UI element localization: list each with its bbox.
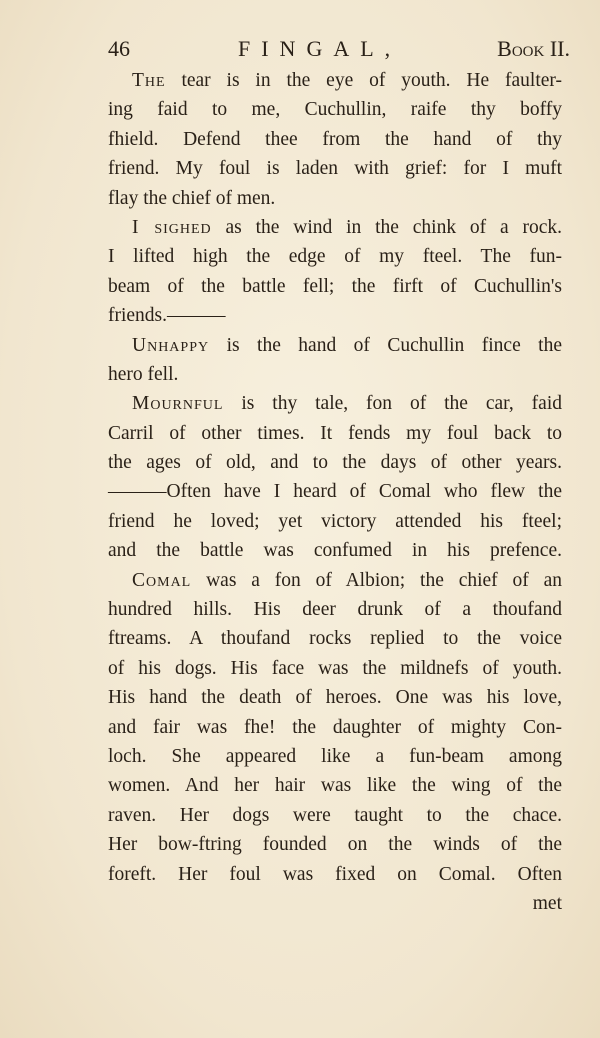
line-text: I lifted high the edge of my fteel. The fun- bbox=[108, 246, 562, 268]
text-line bbox=[108, 683, 562, 712]
line-text: of his dogs. His face was the mildnefs of youth. bbox=[108, 657, 562, 679]
text-line bbox=[108, 272, 562, 301]
line-text: and fair was fhe! the daughter of mighty Con- bbox=[108, 716, 562, 738]
text-line bbox=[108, 830, 562, 859]
text-line bbox=[108, 95, 562, 124]
line-text: and the battle was confumed in his prefence. bbox=[108, 540, 562, 562]
line-text: His hand the death of heroes. One was his love, bbox=[108, 687, 562, 709]
line-text: is thy tale, fon of the car, faid bbox=[223, 393, 562, 415]
line-text: friends.——— bbox=[108, 305, 226, 327]
text-line bbox=[108, 654, 562, 683]
line-text: Carril of other times. It fends my foul back to bbox=[108, 422, 562, 444]
paragraph-lead-word: The bbox=[132, 70, 166, 91]
paragraph-lead-word: Unhappy bbox=[132, 334, 210, 356]
running-head bbox=[108, 34, 570, 64]
page-number: 46 bbox=[108, 36, 130, 61]
book-number: Book II. bbox=[497, 36, 570, 61]
text-line bbox=[108, 771, 562, 800]
paragraph-lead-word: Mournful bbox=[132, 393, 224, 415]
line-text: ftreams. A thoufand rocks replied to the voice bbox=[108, 628, 562, 650]
line-text: beam of the battle fell; the firft of Cuchullin's bbox=[108, 275, 562, 297]
text-line bbox=[108, 860, 562, 889]
line-text: ing faid to me, Cuchullin, raife thy boffy bbox=[108, 99, 562, 121]
paragraph-lead-word: I sighed bbox=[132, 216, 212, 238]
text-line bbox=[108, 595, 562, 624]
line-text: women. And her hair was like the wing of the bbox=[108, 775, 562, 797]
text-line bbox=[108, 213, 562, 242]
text-line bbox=[108, 66, 562, 95]
text-line bbox=[108, 536, 562, 565]
text-line bbox=[108, 242, 562, 271]
line-text: raven. Her dogs were taught to the chace. bbox=[108, 804, 562, 826]
line-text: friend he loved; yet victory attended his fteel; bbox=[108, 510, 562, 532]
line-text: as the wind in the chink of a rock. bbox=[211, 216, 562, 238]
text-line bbox=[108, 389, 562, 418]
line-text: tear is in the eye of youth. He faulter- bbox=[165, 70, 562, 91]
catchword: met bbox=[532, 892, 562, 914]
text-line bbox=[108, 360, 562, 389]
text-line bbox=[108, 419, 562, 448]
line-text: foreft. Her foul was fixed on Comal. Often bbox=[108, 863, 562, 885]
text-line bbox=[108, 742, 562, 771]
paragraph-lead-word: Comal bbox=[132, 569, 192, 591]
line-text: the ages of old, and to the days of other years. bbox=[108, 452, 562, 474]
text-line bbox=[108, 154, 562, 183]
text-line bbox=[108, 331, 562, 360]
text-line bbox=[108, 713, 562, 742]
line-text: was a fon of Albion; the chief of an bbox=[191, 569, 562, 591]
line-text: ———Often have I heard of Comal who flew the bbox=[108, 481, 562, 503]
body-text bbox=[108, 66, 562, 918]
text-line bbox=[108, 801, 562, 830]
text-line bbox=[108, 448, 562, 477]
text-line bbox=[108, 125, 562, 154]
line-text: flay the chief of men. bbox=[108, 187, 276, 209]
text-line bbox=[108, 477, 562, 506]
text-line bbox=[108, 507, 562, 536]
line-text: fhield. Defend thee from the hand of thy bbox=[108, 128, 562, 150]
line-text: is the hand of Cuchullin fince the bbox=[209, 334, 562, 356]
line-text: friend. My foul is laden with grief: for I muft bbox=[108, 158, 562, 180]
line-text: hero fell. bbox=[108, 363, 179, 385]
text-line bbox=[108, 624, 562, 653]
line-text: hundred hills. His deer drunk of a thoufand bbox=[108, 599, 562, 621]
text-line bbox=[108, 566, 562, 595]
line-text: loch. She appeared like a fun-beam among bbox=[108, 745, 562, 767]
running-title: FINGAL, bbox=[238, 36, 402, 61]
text-line bbox=[108, 301, 562, 330]
text-line bbox=[108, 184, 562, 213]
line-text: Her bow-ftring founded on the winds of the bbox=[108, 834, 562, 856]
